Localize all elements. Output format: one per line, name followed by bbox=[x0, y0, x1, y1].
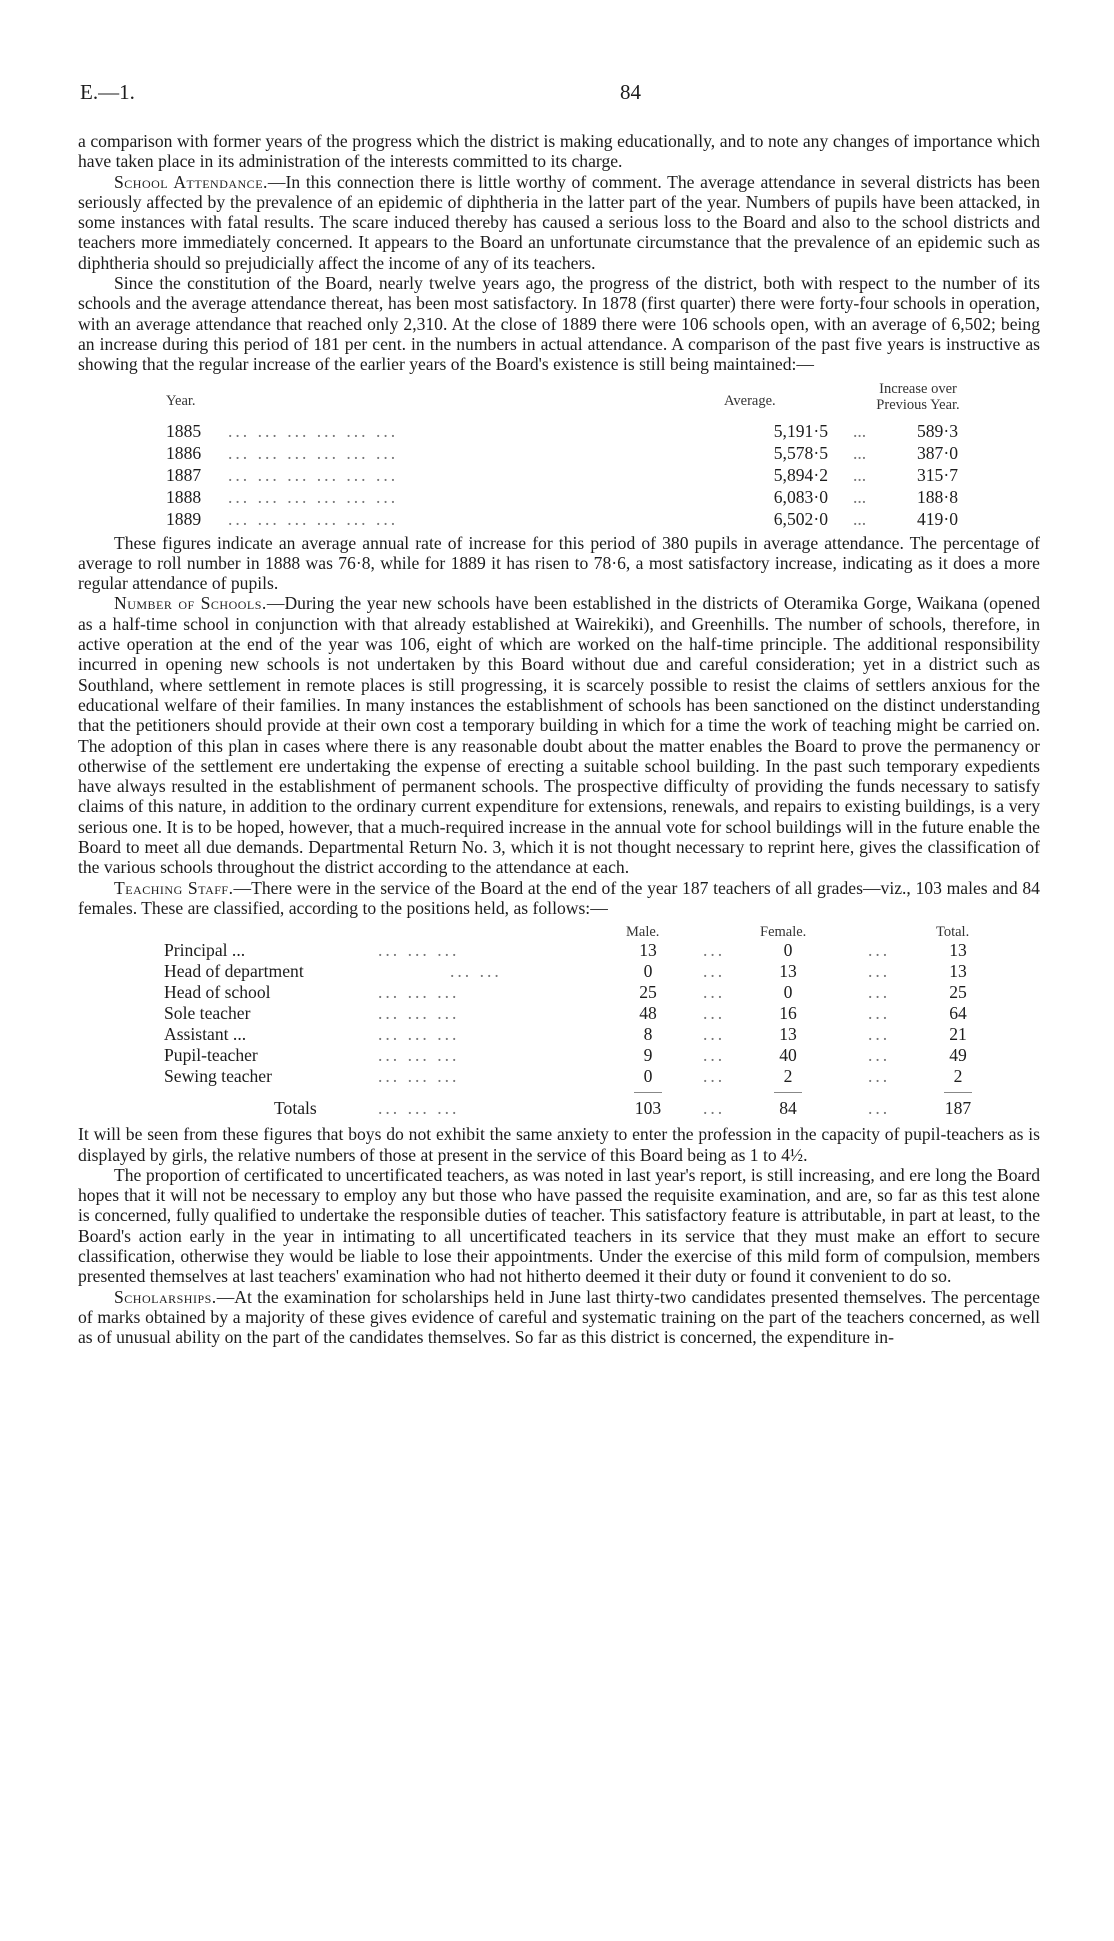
teaching-staff-heading: Teaching Staff. bbox=[114, 877, 234, 898]
average-cell: 5,578·5 bbox=[773, 442, 828, 463]
average-cell: 5,191·5 bbox=[773, 420, 828, 441]
increase-column-header: Increase over Previous Year. bbox=[876, 380, 960, 413]
dot-leader: ... bbox=[868, 940, 891, 961]
scholarships-text: —At the examination for scholarships held in June last thirty-two candidates presented themselves. The percentage of marks obtained by a majority of these gives evidence of careful and systematic training on the part of the teachers concerned, as well as of unusual ability on the part of the candidates themselves. So far as this district is concerned, the expenditure in- bbox=[78, 1286, 1040, 1348]
total-cell: 49 bbox=[949, 1045, 967, 1066]
dot-leader: ... ... ... ... ... ... bbox=[228, 442, 399, 463]
male-cell: 48 bbox=[639, 1003, 657, 1024]
dot-leader: ... bbox=[868, 961, 891, 982]
page-number: 84 bbox=[620, 80, 641, 104]
dot-leader: ... ... ... bbox=[378, 940, 460, 961]
dot-leader: ... bbox=[868, 1003, 891, 1024]
total-total-rule bbox=[944, 1092, 972, 1093]
male-column-header: Male. bbox=[626, 924, 660, 941]
year-table-header bbox=[78, 381, 1040, 421]
page-header bbox=[80, 80, 1050, 106]
average-cell: 5,894·2 bbox=[773, 464, 828, 485]
table-row bbox=[78, 1045, 1040, 1066]
number-of-schools-heading: Number of Schools. bbox=[114, 593, 267, 614]
year-column-header: Year. bbox=[166, 392, 196, 409]
dot-leader: ... ... ... ... ... ... bbox=[228, 486, 399, 507]
dot-leader: ... bbox=[853, 420, 867, 441]
dot-leader: ... bbox=[703, 1045, 726, 1066]
female-cell: 0 bbox=[783, 982, 793, 1003]
male-cell: 13 bbox=[639, 940, 657, 961]
document-body bbox=[78, 131, 1040, 1347]
increase-cell: 419·0 bbox=[916, 508, 958, 529]
dot-leader: ... bbox=[703, 1024, 726, 1045]
totals-label: Totals bbox=[274, 1098, 317, 1119]
boys-girls-paragraph: It will be seen from these figures that boys do not exhibit the same anxiety to enter the profession in the capacity of pupil-teachers as is displayed by girls, the relative numbers of those at present in the service of this Board being as 1 to 4½. bbox=[78, 1124, 1040, 1165]
table-row bbox=[78, 1066, 1040, 1087]
year-cell: 1888 bbox=[166, 486, 202, 507]
teaching-staff-table bbox=[78, 922, 1040, 1119]
male-total-rule bbox=[634, 1092, 662, 1093]
dot-leader: ... ... ... bbox=[378, 1003, 460, 1024]
grand-total-cell: 187 bbox=[944, 1098, 972, 1119]
female-cell: 16 bbox=[779, 1003, 797, 1024]
table-row bbox=[78, 940, 1040, 961]
table-row bbox=[78, 421, 1040, 442]
dot-leader: ... bbox=[853, 486, 867, 507]
total-cell: 13 bbox=[949, 961, 967, 982]
position-cell: Head of school bbox=[164, 982, 271, 1003]
attendance-by-year-table bbox=[78, 381, 1040, 533]
total-column-header: Total. bbox=[936, 924, 970, 941]
table-row bbox=[78, 443, 1040, 464]
female-column-header: Female. bbox=[760, 924, 807, 941]
table-row bbox=[78, 465, 1040, 486]
year-cell: 1889 bbox=[166, 508, 202, 529]
dot-leader: ... bbox=[703, 1066, 726, 1087]
dot-leader: ... bbox=[853, 464, 867, 485]
figures-paragraph: These figures indicate an average annual rate of increase for this period of 380 pupils in average attendance. The percentage of average to roll number in 1888 was 76·8, while for 1889 it has risen to 78·6, a most satisfactory increase, indicating as it does a more regular attendance of pupils. bbox=[78, 532, 1040, 594]
table-row bbox=[78, 509, 1040, 530]
female-total-rule bbox=[774, 1092, 802, 1093]
dot-leader: ... bbox=[703, 1098, 726, 1119]
scholarships-heading: Scholarships. bbox=[114, 1286, 217, 1307]
number-of-schools-paragraph bbox=[78, 593, 1040, 877]
progress-paragraph: Since the constitution of the Board, nearly twelve years ago, the progress of the district, both with respect to the number of its schools and the average attendance thereat, has been most satisfactory. In 1878 (first quarter) there were forty-four schools in operation, with an average attendance that reached only 2,310. At the close of 1889 there were 106 schools open, with an average of 6,502; being an increase during this period of 181 per cent. in the numbers in actual attendance. A comparison of the past five years is instructive as showing that the regular increase of the earlier years of the Board's existence is still being maintained:— bbox=[78, 273, 1040, 375]
dot-leader: ... bbox=[703, 940, 726, 961]
table-row bbox=[78, 1003, 1040, 1024]
male-cell: 8 bbox=[643, 1024, 653, 1045]
dot-leader: ... bbox=[868, 1066, 891, 1087]
dot-leader: ... ... ... bbox=[378, 1045, 460, 1066]
dot-leader: ... ... ... bbox=[378, 982, 460, 1003]
position-cell: Pupil-teacher bbox=[164, 1045, 258, 1066]
position-cell: Assistant ... bbox=[164, 1024, 247, 1045]
teaching-staff-text: —There were in the service of the Board at the end of the year 187 teachers of all grades—viz., 103 males and 84 females. These are classified, according to the positions held, as follows:— bbox=[78, 877, 1040, 918]
female-cell: 2 bbox=[783, 1066, 793, 1087]
total-cell: 2 bbox=[953, 1066, 963, 1087]
dot-leader: ... ... ... bbox=[378, 1066, 460, 1087]
position-cell: Sole teacher bbox=[164, 1003, 251, 1024]
teaching-staff-paragraph bbox=[78, 878, 1040, 919]
increase-cell: 315·7 bbox=[916, 464, 958, 485]
year-cell: 1886 bbox=[166, 442, 202, 463]
dot-leader: ... ... bbox=[450, 961, 502, 982]
increase-cell: 188·8 bbox=[916, 486, 958, 507]
dot-leader: ... bbox=[853, 442, 867, 463]
dot-leader: ... ... ... bbox=[378, 1098, 460, 1119]
total-cell: 25 bbox=[949, 982, 967, 1003]
increase-cell: 387·0 bbox=[916, 442, 958, 463]
position-cell: Head of department bbox=[164, 961, 304, 982]
increase-cell: 589·3 bbox=[916, 420, 958, 441]
male-total-cell: 103 bbox=[634, 1098, 662, 1119]
average-cell: 6,502·0 bbox=[773, 508, 828, 529]
average-column-header: Average. bbox=[724, 392, 776, 409]
dot-leader: ... ... ... ... ... ... bbox=[228, 420, 399, 441]
dot-leader: ... bbox=[853, 508, 867, 529]
report-reference: E.—1. bbox=[80, 80, 135, 104]
dot-leader: ... ... ... ... ... ... bbox=[228, 508, 399, 529]
school-attendance-heading: School Attendance. bbox=[114, 171, 268, 192]
dot-leader: ... bbox=[703, 982, 726, 1003]
female-cell: 40 bbox=[779, 1045, 797, 1066]
female-cell: 0 bbox=[783, 940, 793, 961]
male-cell: 0 bbox=[643, 1066, 653, 1087]
table-row bbox=[78, 982, 1040, 1003]
average-cell: 6,083·0 bbox=[773, 486, 828, 507]
number-of-schools-text: —During the year new schools have been established in the districts of Oteramika Gorge, Waikana (opened as a half-time school in conjunction with that already established at Wairekiki), and Greenhills. The number of schools, therefore, in active operation at the end of the year was 106, eight of which are worked on the half-time principle. The additional responsibility incurred in opening new schools is not undertaken by this Board without due and careful consideration; yet in a district such as Southland, where settlement in remote places is still progressing, it is scarcely possible to resist the claims of settlers anxious for the educational welfare of their families. In many instances the establishment of schools has been sanctioned on the distinct understanding that the petitioners should provide at their own cost a temporary building in which for a time the work of teaching might be carried on. The adoption of this plan in cases where there is any reasonable doubt about the matter enables the Board to prove the permanency or otherwise of the settlement ere undertaking the expense of erecting a suitable school building. In the past such temporary expedients have always resulted in the establishment of permanent schools. The prospective difficulty of providing the funds necessary to satisfy claims of this nature, in addition to the ordinary current expenditure for extensions, renewals, and repairs to existing buildings, is a very serious one. It is to be hoped, however, that a much-required increase in the annual vote for school buildings will in the future enable the Board to meet all due demands. Departmental Return No. 3, which it is not thought necessary to reprint here, gives the classification of the various schools throughout the district according to the attendance at each. bbox=[78, 593, 1040, 878]
table-row bbox=[78, 1024, 1040, 1045]
year-cell: 1887 bbox=[166, 464, 202, 485]
male-cell: 9 bbox=[643, 1045, 653, 1066]
male-cell: 25 bbox=[639, 982, 657, 1003]
female-total-cell: 84 bbox=[779, 1098, 797, 1119]
school-attendance-paragraph bbox=[78, 172, 1040, 273]
table-row bbox=[78, 961, 1040, 982]
scholarships-paragraph bbox=[78, 1287, 1040, 1348]
table-row bbox=[78, 487, 1040, 508]
male-cell: 0 bbox=[643, 961, 653, 982]
total-cell: 13 bbox=[949, 940, 967, 961]
dot-leader: ... bbox=[703, 961, 726, 982]
female-cell: 13 bbox=[779, 1024, 797, 1045]
dot-leader: ... bbox=[868, 982, 891, 1003]
dot-leader: ... bbox=[868, 1098, 891, 1119]
dot-leader: ... ... ... ... ... ... bbox=[228, 464, 399, 485]
totals-row bbox=[78, 1098, 1040, 1119]
position-cell: Principal ... bbox=[164, 940, 246, 961]
female-cell: 13 bbox=[779, 961, 797, 982]
year-cell: 1885 bbox=[166, 420, 202, 441]
dot-leader: ... bbox=[868, 1024, 891, 1045]
position-cell: Sewing teacher bbox=[164, 1066, 272, 1087]
certificated-teachers-paragraph: The proportion of certificated to uncertificated teachers, as was noted in last year's report, is still increasing, and ere long the Board hopes that it will not be necessary to employ any but those who have passed the requisite examination, and are, so far as this test alone is concerned, fully qualified to undertake the responsible duties of teacher. This satisfactory feature is attributable, in part at least, to the Board's action early in the year in intimating to all uncertificated teachers in its service that they must make an effort to secure classification, otherwise they would be liable to lose their appointments. Under the exercise of this mild form of compulsion, members presented themselves at last teachers' examination who had not hitherto deemed it their duty or found it convenient to do so. bbox=[78, 1164, 1040, 1287]
total-cell: 21 bbox=[949, 1024, 967, 1045]
dot-leader: ... ... ... bbox=[378, 1024, 460, 1045]
total-cell: 64 bbox=[949, 1003, 967, 1024]
school-attendance-text: —In this connection there is little worthy of comment. The average attendance in several districts has been seriously affected by the prevalence of an epidemic of diphtheria in the latter part of the year. Numbers of pupils have been attacked, in some instances with fatal results. The scare induced thereby has caused a serious loss to the Board and also to the school districts and teachers more immediately concerned. It appears to the Board an unfortunate circumstance that the prevalence of an epidemic such as diphtheria should so prejudicially affect the income of any of its teachers. bbox=[78, 171, 1040, 273]
staff-table-header bbox=[78, 922, 1040, 940]
dot-leader: ... bbox=[703, 1003, 726, 1024]
intro-paragraph: a comparison with former years of the progress which the district is making educationally, and to note any changes of importance which have taken place in its administration of the interests committed to its charge. bbox=[78, 131, 1040, 172]
dot-leader: ... bbox=[868, 1045, 891, 1066]
